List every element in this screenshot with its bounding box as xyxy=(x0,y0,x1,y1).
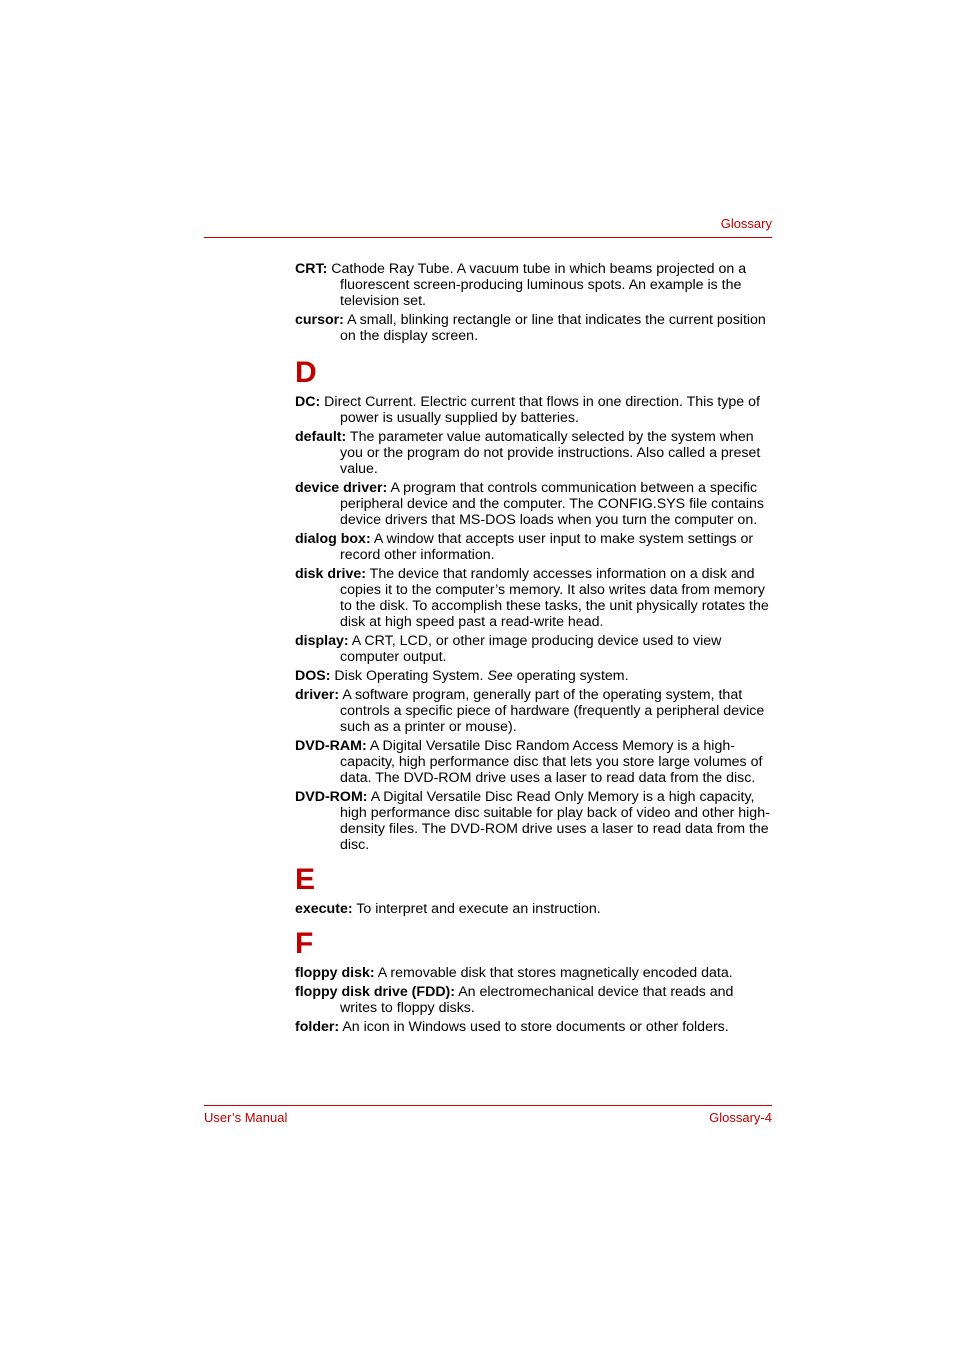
entry-term: cursor: xyxy=(295,312,344,328)
entry-term: DOS: xyxy=(295,668,331,684)
entry-desc: The parameter value automatically selected by the system when you or the program do not provide instructions. Also called a preset value. xyxy=(340,429,761,477)
glossary-entry-crt xyxy=(295,261,773,309)
footer-rule xyxy=(204,1105,772,1106)
entry-desc: A software program, generally part of the operating system, that controls a specific piece of hardware (frequently a peripheral device such as a printer or mouse). xyxy=(340,687,765,735)
entry-term: execute: xyxy=(295,901,353,917)
entry-desc-pre: Disk Operating System. xyxy=(334,668,488,684)
entry-term: DC: xyxy=(295,394,321,410)
section-heading-f: F xyxy=(295,927,314,960)
entry-term: floppy disk drive (FDD): xyxy=(295,984,456,1000)
glossary-entry-cursor xyxy=(295,312,773,344)
glossary-entry-device-driver xyxy=(295,480,773,528)
running-header: Glossary xyxy=(720,216,772,231)
entry-desc: An electromechanical device that reads and writes to floppy disks. xyxy=(340,984,734,1016)
entry-desc-see: See xyxy=(487,668,513,684)
entry-desc: The device that randomly accesses information on a disk and copies it to the computer’s memory. It also writes data from memory to the disk. To accomplish these tasks, the unit physically rotates the disk at high speed past a read-write head. xyxy=(340,566,769,630)
entry-term: floppy disk: xyxy=(295,965,375,981)
entry-term: display: xyxy=(295,633,349,649)
entry-desc: A window that accepts user input to make system settings or record other information. xyxy=(340,531,754,563)
glossary-entry-dvd-ram xyxy=(295,738,773,786)
entry-desc: An icon in Windows used to store documents or other folders. xyxy=(342,1019,729,1035)
glossary-entry-dvd-rom xyxy=(295,789,773,853)
entry-desc: A removable disk that stores magnetically encoded data. xyxy=(377,965,733,981)
entry-desc: A CRT, LCD, or other image producing device used to view computer output. xyxy=(340,633,722,665)
glossary-entry-display xyxy=(295,633,773,665)
entry-term: CRT: xyxy=(295,261,328,277)
entry-term: DVD-ROM: xyxy=(295,789,368,805)
entry-desc-post: operating system. xyxy=(512,668,629,684)
entry-term: default: xyxy=(295,429,347,445)
entry-term: DVD-RAM: xyxy=(295,738,367,754)
glossary-entry-dialog-box xyxy=(295,531,773,563)
entry-desc: A small, blinking rectangle or line that indicates the current position on the display screen. xyxy=(340,312,766,344)
glossary-entry-execute xyxy=(295,901,773,917)
glossary-body xyxy=(295,261,773,1038)
entry-desc: A Digital Versatile Disc Random Access Memory is a high-capacity, high performance disc that lets you store large volumes of data. The DVD-ROM drive uses a laser to read data from the disc. xyxy=(340,738,763,786)
entry-desc: A program that controls communication between a specific peripheral device and the computer. The CONFIG.SYS file contains device drivers that MS-DOS loads when you turn the computer on. xyxy=(340,480,765,528)
entry-desc: A Digital Versatile Disc Read Only Memory is a high capacity, high performance disc suitable for play back of video and other high-density files. The DVD-ROM drive uses a laser to read data from the disc. xyxy=(340,789,770,853)
entry-term: dialog box: xyxy=(295,531,371,547)
glossary-entry-dc xyxy=(295,394,773,426)
entry-desc: Direct Current. Electric current that flows in one direction. This type of power is usually supplied by batteries. xyxy=(324,394,760,426)
glossary-entry-dos xyxy=(295,668,773,684)
header-rule xyxy=(204,237,772,238)
glossary-entry-floppy-disk xyxy=(295,965,773,981)
glossary-entry-disk-drive xyxy=(295,566,773,630)
glossary-entry-driver xyxy=(295,687,773,735)
glossary-entry-floppy-disk-drive xyxy=(295,984,773,1016)
footer-manual-title: User’s Manual xyxy=(204,1110,288,1125)
entry-term: driver: xyxy=(295,687,340,703)
glossary-entry-folder xyxy=(295,1019,773,1035)
entry-desc: Cathode Ray Tube. A vacuum tube in which beams projected on a fluorescent screen-producing luminous spots. An example is the television set. xyxy=(331,261,747,309)
footer-page-number: Glossary-4 xyxy=(709,1110,772,1125)
entry-desc: To interpret and execute an instruction. xyxy=(356,901,601,917)
entry-term: disk drive: xyxy=(295,566,366,582)
glossary-entry-default xyxy=(295,429,773,477)
entry-term: device driver: xyxy=(295,480,388,496)
entry-term: folder: xyxy=(295,1019,340,1035)
section-heading-d: D xyxy=(295,356,317,389)
section-heading-e: E xyxy=(295,863,316,896)
entry-desc xyxy=(334,668,628,684)
